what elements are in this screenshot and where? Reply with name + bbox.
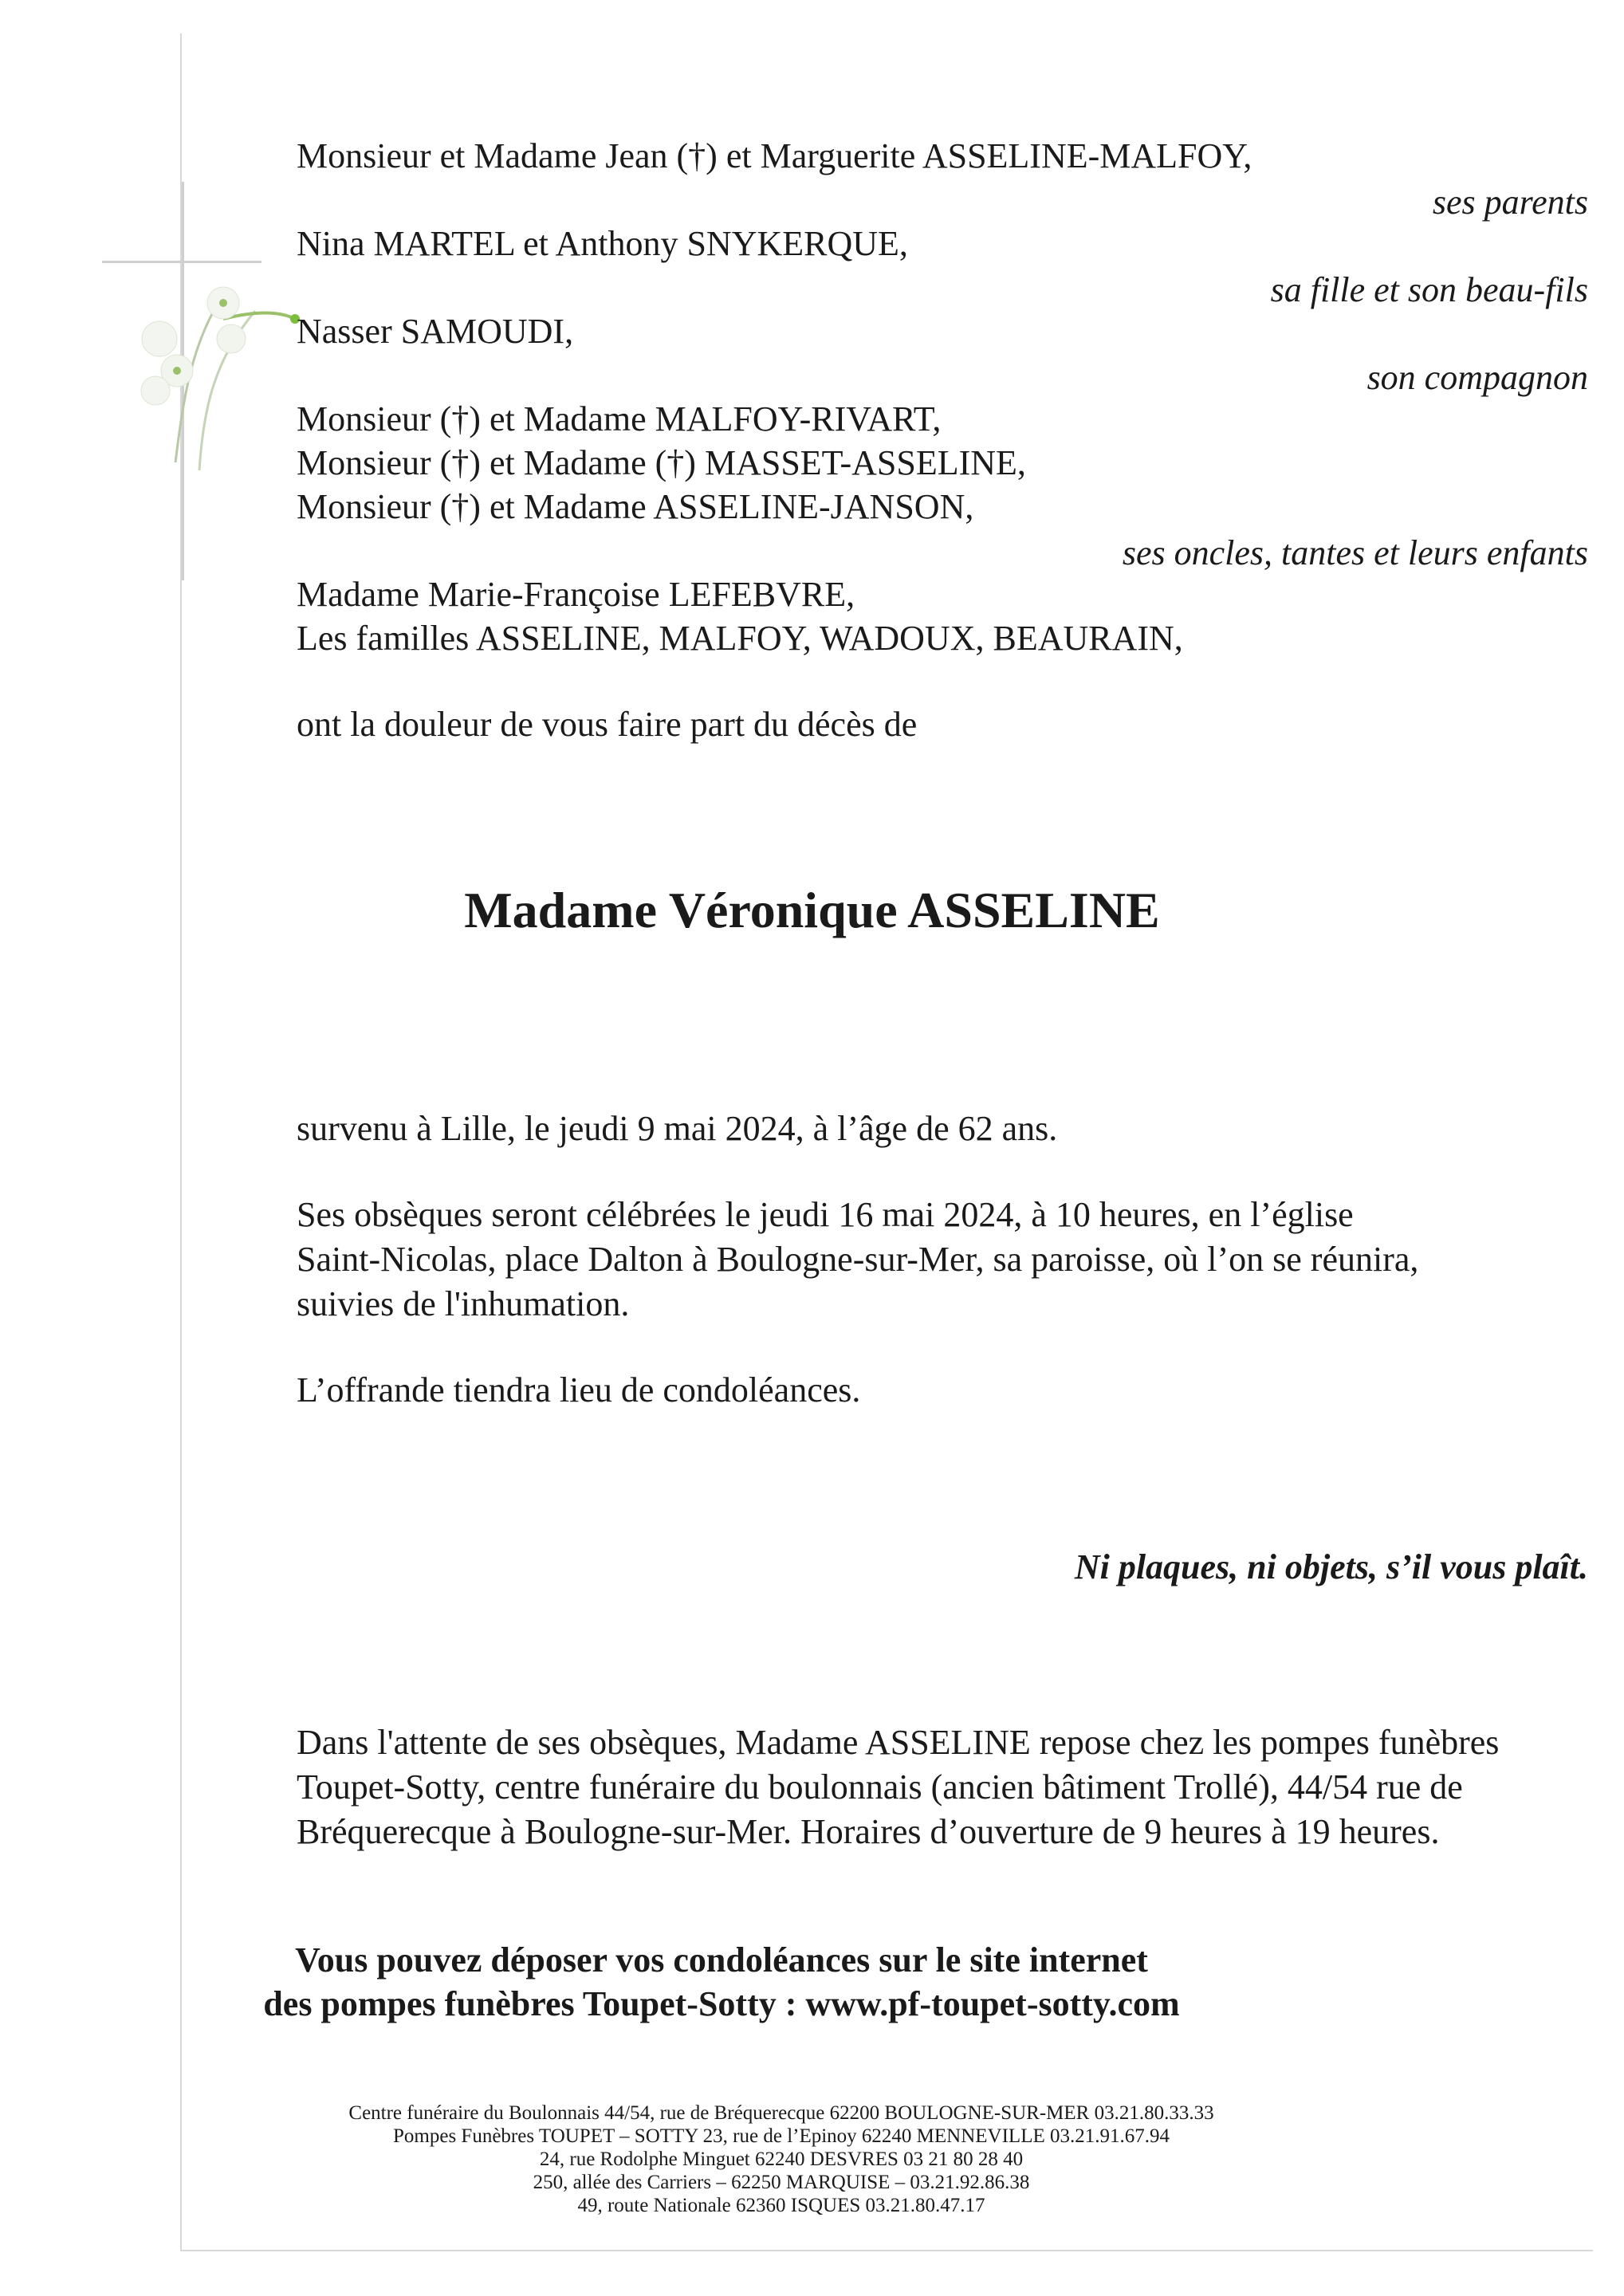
footer-address: 49, route Nationale 62360 ISQUES 03.21.80.47.17	[577, 2195, 985, 2216]
role-line: ses oncles, tantes et leurs enfants	[1122, 533, 1588, 572]
website-line: des pompes funèbres Toupet-Sotty : www.pf-toupet-sotty.com	[263, 1984, 1180, 2023]
repose-line: Toupet-Sotty, centre funéraire du boulonnais (ancien bâtiment Trollé), 44/54 rue de	[297, 1767, 1463, 1807]
role-line: ses parents	[1432, 183, 1588, 222]
footer-address: 250, allée des Carriers – 62250 MARQUISE – 03.21.92.86.38	[533, 2172, 1030, 2193]
family-line: Les familles ASSELINE, MALFOY, WADOUX, BEAURAIN,	[297, 619, 1183, 658]
family-line: Madame Marie-Françoise LEFEBVRE,	[297, 575, 855, 614]
funeral-details	[297, 1193, 1588, 1327]
family-line: Nina MARTEL et Anthony SNYKERQUE,	[297, 224, 908, 263]
no-flowers-note: Ni plaques, ni objets, s’il vous plaît.	[1074, 1547, 1588, 1586]
funeral-line: Ses obsèques seront célébrées le jeudi 16 mai 2024, à 10 heures, en l’église	[297, 1195, 1354, 1234]
family-line: Nasser SAMOUDI,	[297, 312, 574, 351]
announcement: ont la douleur de vous faire part du décès de	[297, 705, 918, 744]
funeral-line: Saint-Nicolas, place Dalton à Boulogne-sur-Mer, sa paroisse, où l’on se réunira,	[297, 1240, 1419, 1279]
repose-line: Dans l'attente de ses obsèques, Madame ASSELINE repose chez les pompes funèbres	[297, 1723, 1500, 1762]
repose-line: Bréquerecque à Boulogne-sur-Mer. Horaires d’ouverture de 9 heures à 19 heures.	[297, 1812, 1440, 1851]
footer-address: 24, rue Rodolphe Minguet 62240 DESVRES 03 21 80 28 40	[539, 2149, 1024, 2170]
death-info: survenu à Lille, le jeudi 9 mai 2024, à l’âge de 62 ans.	[297, 1109, 1058, 1148]
role-line: sa fille et son beau-fils	[1270, 270, 1588, 309]
offering-text: L’offrande tiendra lieu de condoléances.	[297, 1370, 861, 1409]
family-line: Monsieur (†) et Madame MALFOY-RIVART,	[297, 399, 942, 438]
family-line: Monsieur (†) et Madame ASSELINE-JANSON,	[297, 487, 974, 526]
family-line: Monsieur (†) et Madame (†) MASSET-ASSELINE,	[297, 443, 1026, 482]
footer-address: Pompes Funèbres TOUPET – SOTTY 23, rue de l’Epinoy 62240 MENNEVILLE 03.21.91.67.94	[393, 2125, 1170, 2147]
repose-details	[297, 1720, 1588, 1854]
deceased-name: Madame Véronique ASSELINE	[464, 882, 1160, 938]
footer-address: Centre funéraire du Boulonnais 44/54, rue de Bréquerecque 62200 BOULOGNE-SUR-MER 03.21.80.33.33	[348, 2102, 1214, 2124]
role-line: son compagnon	[1366, 358, 1588, 397]
funeral-line: suivies de l'inhumation.	[297, 1284, 630, 1323]
website-line: Vous pouvez déposer vos condoléances sur le site internet	[295, 1940, 1148, 1980]
family-line: Monsieur et Madame Jean (†) et Marguerite ASSELINE-MALFOY,	[297, 136, 1252, 175]
